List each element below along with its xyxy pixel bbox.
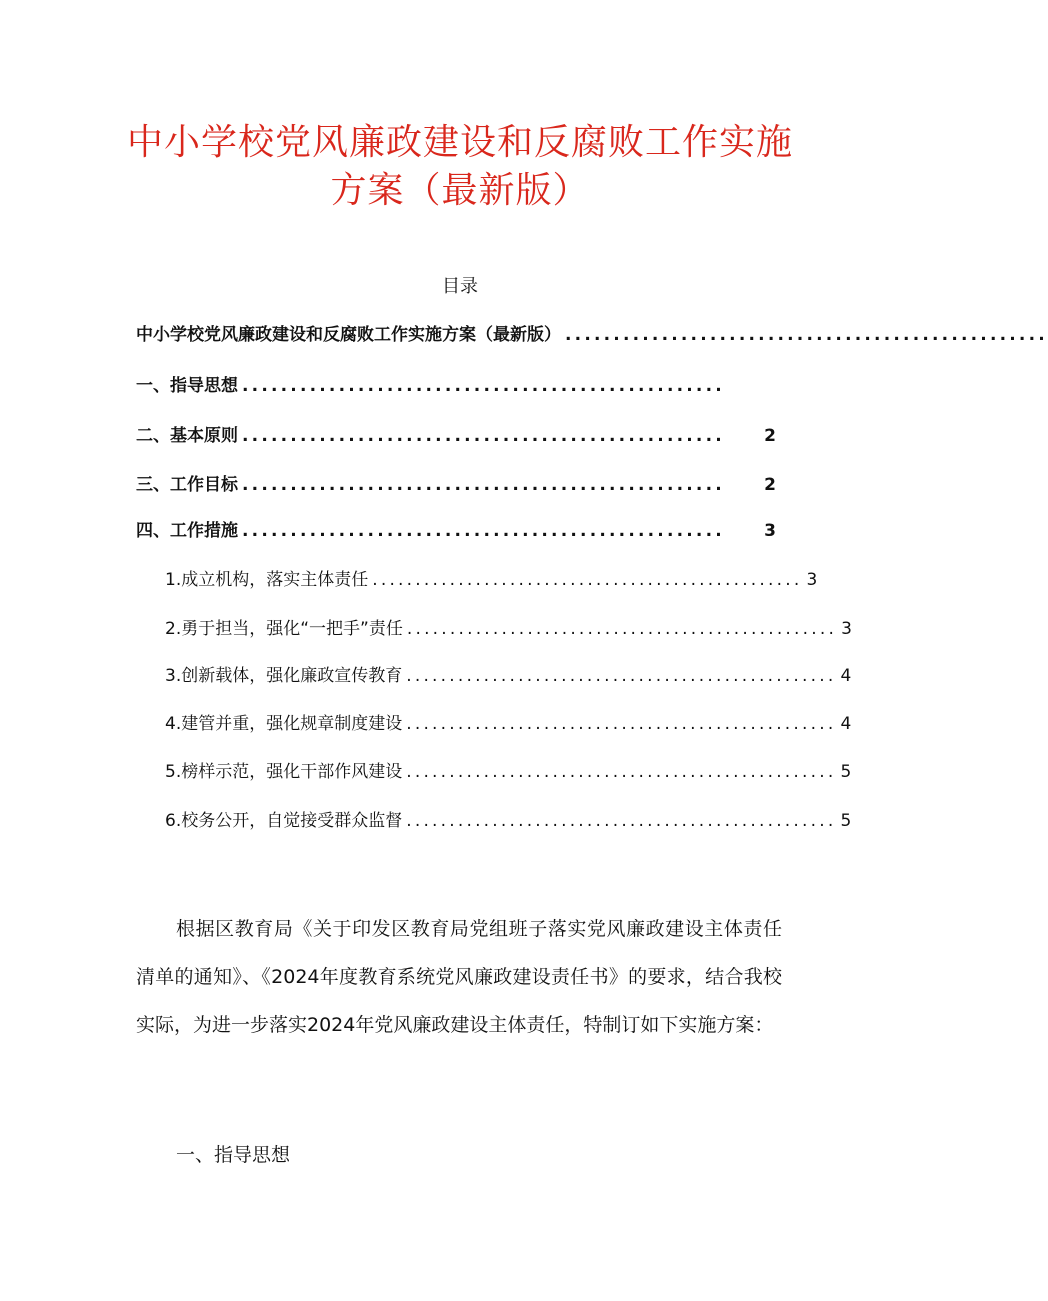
toc-entry-label: 二、基本原则: [136, 426, 238, 446]
toc-entry-section-2[interactable]: [136, 423, 776, 449]
toc-entry-section-1[interactable]: [136, 373, 776, 399]
toc-entry-section-3[interactable]: [136, 472, 776, 498]
document-title-line-1: 中小学校党风廉政建设和反腐败工作实施: [126, 122, 793, 163]
toc-entry-number: 2: [165, 619, 176, 639]
toc-entry-label: .勇于担当，强化“一把手”责任: [175, 619, 403, 639]
toc-entry-page: 2: [764, 426, 776, 446]
toc-entry-number: 5: [165, 762, 176, 782]
toc-dot-leader: ..................................................: [406, 714, 837, 734]
intro-paragraph: 根据区教育局《关于印发区教育局党组班子落实党风廉政建设主体责任清单的通知》、《2024年度教育系统党风廉政建设责任书》的要求，结合我校实际，为进一步落实2024年党风廉政建设主体责任，特制订如下实施方案：: [136, 918, 782, 1036]
toc-entry-number: 3: [165, 666, 176, 686]
toc-entry-measure-4[interactable]: [165, 711, 852, 737]
toc-entry-measure-5[interactable]: [165, 759, 852, 785]
toc-entry-page: 4: [840, 666, 852, 686]
toc-dot-leader: ..................................................: [406, 619, 838, 639]
toc-entry-page: 3: [806, 570, 818, 590]
toc-entry-label: 四、工作措施: [136, 521, 238, 541]
toc-entry-main-title[interactable]: [136, 322, 1048, 348]
toc-entry-label: 一、指导思想: [136, 376, 238, 396]
toc-entry-label: 中小学校党风廉政建设和反腐败工作实施方案（最新版）: [136, 325, 561, 345]
toc-dot-leader: ..................................................: [565, 325, 1048, 345]
toc-entry-measure-1[interactable]: [165, 567, 818, 593]
toc-dot-leader: ..................................................: [242, 521, 725, 541]
toc-entry-page: 3: [764, 521, 776, 541]
toc-entry-measure-6[interactable]: [165, 808, 852, 834]
toc-dot-leader: ..................................................: [406, 811, 837, 831]
toc-entry-label: .创新载体，强化廉政宣传教育: [175, 666, 403, 686]
toc-entry-page: 5: [840, 811, 852, 831]
toc-entry-number: 4: [165, 714, 176, 734]
toc-entry-label: .校务公开，自觉接受群众监督: [175, 811, 403, 831]
toc-entry-page: 2: [764, 475, 776, 495]
toc-entry-number: 6: [165, 811, 176, 831]
toc-entry-number: 1: [165, 570, 176, 590]
toc-entry-section-4[interactable]: [136, 518, 776, 544]
toc-entry-label: .榜样示范，强化干部作风建设: [175, 762, 403, 782]
toc-dot-leader: ..................................................: [242, 475, 725, 495]
toc-dot-leader: ..................................................: [372, 570, 803, 590]
toc-entry-page: 3: [841, 619, 852, 639]
document-title-line-2: 方案（最新版）: [330, 170, 590, 211]
section-heading-guiding-ideology: 一、指导思想: [176, 1144, 291, 1166]
toc-entry-measure-2[interactable]: [165, 616, 852, 642]
toc-entry-page: 5: [840, 762, 852, 782]
toc-dot-leader: ..................................................: [242, 376, 725, 396]
toc-entry-measure-3[interactable]: [165, 663, 852, 689]
toc-entry-label: .建管并重，强化规章制度建设: [175, 714, 403, 734]
toc-dot-leader: ..................................................: [242, 426, 725, 446]
toc-entry-label: 三、工作目标: [136, 475, 238, 495]
toc-heading: 目录: [442, 276, 478, 297]
toc-dot-leader: ..................................................: [406, 762, 837, 782]
toc-entry-label: .成立机构，落实主体责任: [175, 570, 369, 590]
toc-entry-page: 4: [840, 714, 852, 734]
toc-dot-leader: ..................................................: [406, 666, 837, 686]
